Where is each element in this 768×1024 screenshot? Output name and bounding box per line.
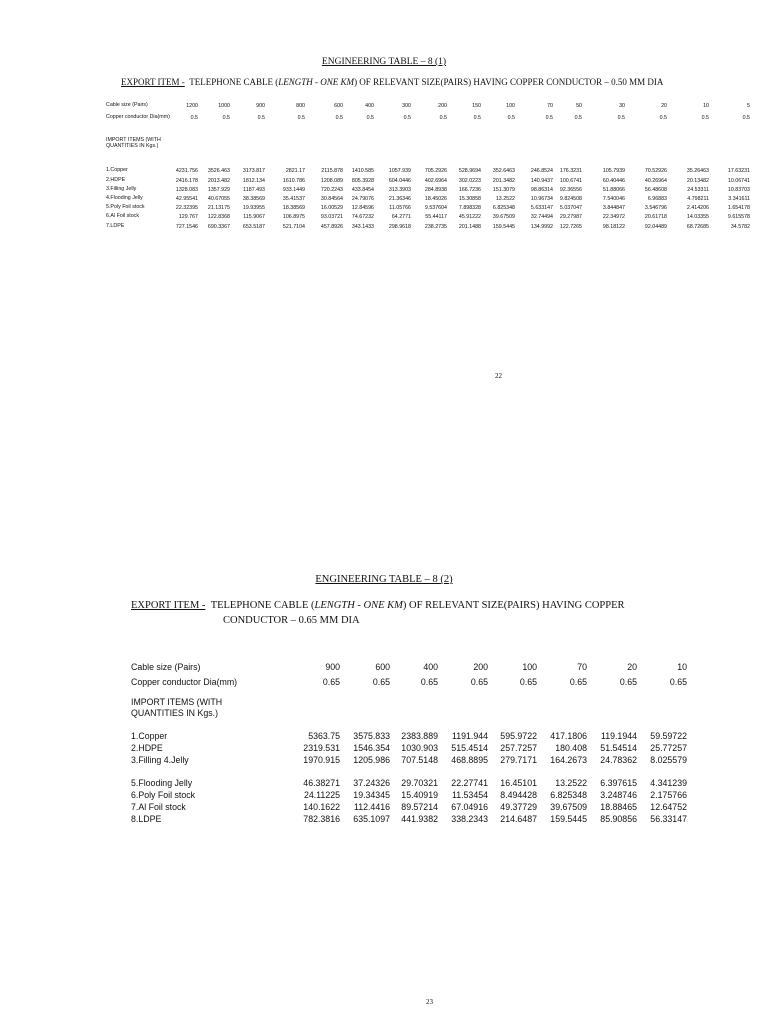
table-cell: 20 — [627, 662, 637, 672]
table2-subtitle-a: TELEPHONE CABLE ( — [210, 600, 315, 611]
table-cell: 201.3482 — [492, 178, 515, 184]
table-cell: 166.7236 — [458, 187, 481, 193]
row-label: Copper conductor Dia(mm) — [131, 677, 238, 687]
table-cell: 19.34345 — [353, 790, 390, 800]
table-cell: 32.74494 — [530, 214, 553, 220]
table-cell: 933.1449 — [282, 187, 305, 193]
table-cell: 1208.089 — [320, 178, 343, 184]
table-cell: 100 — [506, 103, 515, 109]
table-cell: 64.2771 — [391, 214, 411, 220]
table-cell: 8.025579 — [650, 755, 687, 765]
table-cell: 3.844847 — [602, 205, 625, 211]
table-cell: 0.5 — [545, 115, 553, 121]
table-cell: 10.83703 — [727, 187, 750, 193]
table-cell: 805.3928 — [351, 178, 374, 184]
table-cell: 150 — [472, 103, 481, 109]
table-cell: 10.96734 — [530, 196, 553, 202]
row-label: 5.Flooding Jelly — [131, 778, 193, 788]
table-cell: 9.615578 — [727, 214, 750, 220]
row-label: Copper conductor Dia(mm) — [106, 114, 170, 120]
table-row — [106, 168, 766, 177]
table-cell: 200 — [438, 103, 447, 109]
table-cell: 298.9618 — [388, 224, 411, 230]
table-cell: 600 — [375, 662, 390, 672]
table-cell: 457.8926 — [320, 224, 343, 230]
table1-export-label: EXPORT ITEM - — [121, 77, 185, 87]
table-cell: 0.65 — [372, 677, 390, 687]
table-cell: 600 — [334, 103, 343, 109]
table-cell: 98.18122 — [602, 224, 625, 230]
table-cell: 5 — [747, 103, 750, 109]
table-cell: 1030.903 — [401, 743, 438, 753]
table-cell: 129.767 — [178, 214, 198, 220]
table-cell: 93.03721 — [320, 214, 343, 220]
table-cell: 5.037047 — [559, 205, 582, 211]
table-cell: 7.540046 — [602, 196, 625, 202]
table-cell: 468.8895 — [451, 755, 488, 765]
table-cell: 300 — [402, 103, 411, 109]
table-cell: 782.3816 — [303, 814, 340, 824]
table-cell: 14.03355 — [686, 214, 709, 220]
table-cell: 2115.878 — [321, 168, 343, 174]
table-cell: 1970.915 — [303, 755, 340, 765]
table-cell: 0.65 — [519, 677, 537, 687]
table-cell: 1328.083 — [175, 187, 198, 193]
table-cell: 39.67509 — [550, 802, 587, 812]
table-cell: 134.9992 — [530, 224, 553, 230]
table-cell: 302.0223 — [458, 178, 481, 184]
table-cell: 3.248746 — [600, 790, 637, 800]
table-cell: 0.5 — [335, 115, 343, 121]
table1-subtitle-italic: LENGTH - ONE KM — [278, 77, 355, 87]
table-cell: 3526.463 — [207, 168, 230, 174]
table-cell: 528.9694 — [458, 168, 481, 174]
table-cell: 105.7939 — [602, 168, 625, 174]
table-cell: 10 — [703, 103, 709, 109]
row-label: 2.HDPE — [106, 177, 126, 183]
table-cell: 690.3367 — [207, 224, 230, 230]
table-row — [106, 224, 766, 233]
table-cell: 46.38271 — [303, 778, 340, 788]
table-cell: 604.0446 — [388, 178, 411, 184]
table-cell: 10 — [677, 662, 687, 672]
row-label: 8.LDPE — [131, 814, 162, 824]
table-cell: 151.3079 — [492, 187, 515, 193]
table-cell: 67.04916 — [451, 802, 488, 812]
table-cell: 0.5 — [574, 115, 582, 121]
table-cell: 140.9437 — [530, 178, 553, 184]
table-cell: 60.40446 — [602, 178, 625, 184]
table-cell: 29.27987 — [559, 214, 582, 220]
table1-subtitle-b: ) OF RELEVANT SIZE(PAIRS) HAVING COPPER CONDUCTOR – 0.50 MM DIA — [354, 77, 664, 87]
table-cell: 1812.134 — [242, 178, 265, 184]
table-cell: 279.7171 — [500, 755, 537, 765]
row-label: 1.Copper — [106, 167, 128, 173]
table-cell: 17.63231 — [727, 168, 750, 174]
table-cell: 50 — [576, 103, 582, 109]
table-cell: 0.65 — [619, 677, 637, 687]
table-cell: 12.84596 — [351, 205, 374, 211]
table-cell: 140.1622 — [303, 802, 340, 812]
table-cell: 92.36556 — [559, 187, 582, 193]
table-cell: 21.36346 — [388, 196, 411, 202]
table-cell: 85.90856 — [600, 814, 637, 824]
table-cell: 15.30858 — [458, 196, 481, 202]
table-cell: 8.494428 — [500, 790, 537, 800]
table-cell: 112.4416 — [353, 802, 390, 812]
table-cell: 0.5 — [617, 115, 625, 121]
table-cell: 400 — [365, 103, 374, 109]
table-cell: 16.45101 — [500, 778, 537, 788]
table-row — [106, 115, 766, 124]
table-cell: 201.1488 — [458, 224, 481, 230]
table-cell: 521.7104 — [282, 224, 305, 230]
table-row — [106, 178, 766, 187]
table-cell: 0.5 — [366, 115, 374, 121]
table-cell: 10.06741 — [727, 178, 750, 184]
table-cell: 0.65 — [669, 677, 687, 687]
table-cell: 4.341239 — [650, 778, 687, 788]
table-cell: 1546.354 — [353, 743, 390, 753]
table-cell: 352.6463 — [492, 168, 515, 174]
table-cell: 45.91222 — [458, 214, 481, 220]
table-cell: 122.8368 — [207, 214, 230, 220]
table-cell: 159.5445 — [550, 814, 587, 824]
table-cell: 20.13482 — [686, 178, 709, 184]
table-cell: 2821.17 — [285, 168, 305, 174]
table-cell: 313.3903 — [388, 187, 411, 193]
table-cell: 720.2243 — [320, 187, 343, 193]
table-cell: 106.8975 — [282, 214, 305, 220]
table-cell: 37.24326 — [353, 778, 390, 788]
table-cell: 30 — [619, 103, 625, 109]
table-cell: 115.9067 — [243, 214, 265, 220]
table-cell: 0.65 — [322, 677, 340, 687]
table-cell: 0.5 — [473, 115, 481, 121]
table-cell: 40.67055 — [207, 196, 230, 202]
table-cell: 55.44117 — [425, 214, 447, 220]
table-cell: 1000 — [218, 103, 230, 109]
table-cell: 5.633147 — [530, 205, 553, 211]
table-cell: 0.5 — [297, 115, 305, 121]
table-cell: 40.26964 — [644, 178, 667, 184]
table-cell: 0.65 — [420, 677, 438, 687]
table-cell: 98.86314 — [530, 187, 553, 193]
table2-subtitle-b: ) OF RELEVANT SIZE(PAIRS) HAVING COPPER — [402, 600, 625, 611]
row-label: 6.Poly Foil stock — [131, 790, 196, 800]
table1-subtitle-a: TELEPHONE CABLE ( — [189, 77, 279, 87]
table-cell: 20.61718 — [644, 214, 667, 220]
table-cell: 2013.482 — [207, 178, 230, 184]
table-cell: 257.7257 — [500, 743, 537, 753]
table-cell: 402.6964 — [424, 178, 447, 184]
table-cell: 1357.929 — [207, 187, 230, 193]
table-cell: 42.95541 — [175, 196, 198, 202]
table-cell: 900 — [325, 662, 340, 672]
table-cell: 180.408 — [555, 743, 587, 753]
table-cell: 30.84564 — [320, 196, 343, 202]
table-cell: 2383.889 — [401, 731, 438, 741]
table-cell: 2416.178 — [175, 178, 198, 184]
table-cell: 24.11225 — [303, 790, 340, 800]
table-cell: 0.65 — [569, 677, 587, 687]
table-cell: 1610.786 — [282, 178, 305, 184]
table2-subtitle — [131, 600, 625, 611]
table-cell: 18.38569 — [282, 205, 305, 211]
table-row — [106, 205, 766, 214]
table-cell: 338.2343 — [451, 814, 488, 824]
table-cell: 59.59722 — [650, 731, 687, 741]
table-cell: 343.1433 — [351, 224, 374, 230]
table-cell: 13.2522 — [555, 778, 587, 788]
table-cell: 246.8524 — [530, 168, 553, 174]
table-cell: 119.1944 — [600, 731, 637, 741]
table-cell: 12.64752 — [650, 802, 687, 812]
table2-export-label: EXPORT ITEM - — [131, 600, 206, 611]
table-cell: 25.77257 — [650, 743, 687, 753]
table-cell: 9.537604 — [424, 205, 447, 211]
table-cell: 11.05766 — [389, 205, 411, 211]
page-number-23: 23 — [426, 998, 433, 1006]
table-cell: 15.40919 — [401, 790, 438, 800]
table-cell: 1205.986 — [353, 755, 390, 765]
table-cell: 29.70321 — [401, 778, 438, 788]
table-cell: 21.13175 — [207, 205, 230, 211]
table-cell: 2.414206 — [686, 205, 709, 211]
table-cell: 705.2926 — [424, 168, 447, 174]
table-cell: 1.654178 — [727, 205, 750, 211]
table-cell: 122.7265 — [559, 224, 582, 230]
table-cell: 16.00529 — [320, 205, 343, 211]
table-cell: 595.9722 — [500, 731, 537, 741]
table-cell: 6.825348 — [492, 205, 515, 211]
table-cell: 22.32395 — [175, 205, 198, 211]
table-cell: 18.45026 — [424, 196, 447, 202]
table-cell: 515.4514 — [451, 743, 488, 753]
table-cell: 400 — [423, 662, 438, 672]
table-cell: 0.5 — [439, 115, 447, 121]
table1-subtitle — [121, 77, 761, 87]
table2-subtitle-italic: LENGTH - ONE KM — [314, 600, 403, 611]
table-cell: 3173.817 — [242, 168, 265, 174]
row-label: 5.Poly Foil stock — [106, 204, 145, 210]
table2-title: ENGINEERING TABLE – 8 (2) — [315, 574, 453, 585]
table-row — [106, 103, 766, 112]
table-cell: 1187.493 — [243, 187, 265, 193]
table-cell: 9.824508 — [559, 196, 582, 202]
table-cell: 68.72685 — [686, 224, 709, 230]
table-cell: 4231.756 — [175, 168, 198, 174]
table-cell: 214.6487 — [500, 814, 537, 824]
table-cell: 653.5187 — [242, 224, 265, 230]
table-cell: 35.41537 — [282, 196, 305, 202]
table-cell: 100.6741 — [559, 178, 582, 184]
table-cell: 6.96883 — [647, 196, 667, 202]
page-number-22: 22 — [495, 372, 502, 380]
table-cell: 18.88465 — [600, 802, 637, 812]
table-cell: 727.1546 — [175, 224, 198, 230]
table-cell: 707.5148 — [401, 755, 438, 765]
table-row — [106, 187, 766, 196]
table-cell: 0.5 — [190, 115, 198, 121]
table-cell: 13.2522 — [495, 196, 515, 202]
table-cell: 800 — [296, 103, 305, 109]
table-cell: 34.5782 — [730, 224, 750, 230]
table-cell: 51.54514 — [600, 743, 637, 753]
table2-subtitle-line2: CONDUCTOR – 0.65 MM DIA — [223, 615, 360, 626]
table-cell: 39.67509 — [492, 214, 515, 220]
table-cell: 200 — [473, 662, 488, 672]
table-cell: 635.1097 — [353, 814, 390, 824]
table-cell: 0.5 — [742, 115, 750, 121]
table-cell: 20 — [661, 103, 667, 109]
table-cell: 441.9382 — [401, 814, 438, 824]
table-cell: 70 — [547, 103, 553, 109]
table-row — [106, 214, 766, 223]
table-cell: 900 — [256, 103, 265, 109]
table-cell: 11.53454 — [451, 790, 488, 800]
table-cell: 3.341611 — [728, 196, 750, 202]
table-cell: 0.5 — [507, 115, 515, 121]
table-cell: 0.5 — [257, 115, 265, 121]
row-label: Cable size (Pairs) — [131, 662, 201, 672]
row-label: 7.LDPE — [106, 223, 125, 229]
table-cell: 19.93955 — [242, 205, 265, 211]
row-label: 3.Filling 4.Jelly — [131, 755, 189, 765]
table-cell: 24.78362 — [600, 755, 637, 765]
table-cell: 100 — [522, 662, 537, 672]
table-cell: 1057.939 — [388, 168, 411, 174]
table-cell: 92.04489 — [644, 224, 667, 230]
table-cell: 164.2673 — [550, 755, 587, 765]
table-cell: 56.33147 — [650, 814, 687, 824]
table-cell: 5363.75 — [308, 731, 340, 741]
table-row — [106, 196, 766, 205]
table-cell: 35.26463 — [686, 168, 709, 174]
row-label: IMPORT ITEMS (WITH QUANTITIES IN Kgs.) — [131, 697, 223, 718]
row-label: 3.Filling Jelly — [106, 186, 137, 192]
table-cell: 1200 — [186, 103, 198, 109]
table-cell: 3575.833 — [353, 731, 390, 741]
table-cell: 70.52926 — [644, 168, 667, 174]
table1-title: ENGINEERING TABLE – 8 (1) — [321, 57, 447, 67]
table-cell: 238.2735 — [424, 224, 447, 230]
table-cell: 56.48608 — [644, 187, 667, 193]
table-cell: 433.8454 — [351, 187, 374, 193]
table-cell: 2319.531 — [303, 743, 340, 753]
table-cell: 6.397615 — [600, 778, 637, 788]
table-cell: 0.5 — [222, 115, 230, 121]
row-label: 4.Flooding Jelly — [106, 195, 143, 201]
table-cell: 38.38569 — [242, 196, 265, 202]
row-label: 1.Copper — [131, 731, 168, 741]
table-cell: 284.8938 — [424, 187, 447, 193]
table-cell: 22.27741 — [451, 778, 488, 788]
table-cell: 1410.585 — [351, 168, 374, 174]
table-cell: 0.5 — [403, 115, 411, 121]
table-cell: 3.546796 — [644, 205, 667, 211]
table-cell: 74.67232 — [351, 214, 374, 220]
table-cell: 51.88066 — [602, 187, 625, 193]
row-label: 6.Al Foil stock — [106, 213, 139, 219]
table-cell: 22.34972 — [602, 214, 625, 220]
table-cell: 0.5 — [701, 115, 709, 121]
table-cell: 1191.944 — [451, 731, 488, 741]
table-cell: 0.65 — [470, 677, 488, 687]
table-cell: 89.57214 — [401, 802, 438, 812]
row-label: Cable size (Pairs) — [106, 102, 148, 108]
row-label: 2.HDPE — [131, 743, 163, 753]
table-cell: 24.53311 — [687, 187, 709, 193]
table-cell: 7.898328 — [458, 205, 481, 211]
row-label: IMPORT ITEMS (WITH QUANTITIES IN Kgs.) — [106, 137, 161, 149]
table-cell: 24.79076 — [351, 196, 374, 202]
table-cell: 2.175766 — [650, 790, 687, 800]
table-cell: 0.5 — [659, 115, 667, 121]
table-cell: 70 — [577, 662, 587, 672]
table-cell: 49.37729 — [500, 802, 537, 812]
table-cell: 417.1806 — [550, 731, 587, 741]
row-label: 7.Al Foil stock — [131, 802, 186, 812]
table-cell: 4.798211 — [687, 196, 709, 202]
table-cell: 6.825348 — [550, 790, 587, 800]
table-cell: 159.5445 — [492, 224, 515, 230]
table-cell: 176.3231 — [559, 168, 582, 174]
table-row — [106, 138, 766, 147]
